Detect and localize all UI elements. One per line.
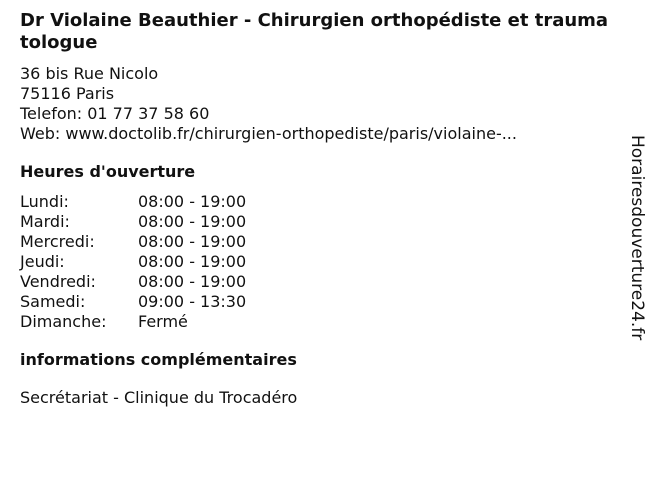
- hours-row: [20, 272, 246, 292]
- page-title: Dr Violaine Beauthier - Chirurgien orthopédiste et traumatologue: [20, 10, 609, 53]
- side-brand-label: Horairesdouverture24.fr: [627, 135, 647, 341]
- website-link[interactable]: Web: www.doctolib.fr/chirurgien-orthopediste/paris/violaine-...: [20, 124, 517, 143]
- street-address: 36 bis Rue Nicolo: [20, 64, 159, 83]
- hours-row: [20, 312, 246, 332]
- time-value: 09:00 - 13:30: [138, 292, 247, 311]
- day-label: Vendredi:: [20, 272, 96, 291]
- day-label: Mardi:: [20, 212, 70, 231]
- day-label: Mercredi:: [20, 232, 95, 251]
- day-label: Dimanche:: [20, 312, 107, 331]
- day-label: Lundi:: [20, 192, 69, 211]
- day-label: Samedi:: [20, 292, 86, 311]
- time-value: Fermé: [138, 312, 188, 331]
- address-block: [20, 64, 610, 144]
- opening-hours-table: [20, 192, 246, 332]
- info-heading: informations complémentaires: [20, 350, 297, 369]
- hours-row: [20, 232, 246, 252]
- time-value: 08:00 - 19:00: [138, 212, 247, 231]
- hours-row: [20, 212, 246, 232]
- time-value: 08:00 - 19:00: [138, 272, 247, 291]
- hours-row: [20, 292, 246, 312]
- day-label: Jeudi:: [20, 252, 65, 271]
- city-address: 75116 Paris: [20, 84, 115, 103]
- hours-row: [20, 252, 246, 272]
- hours-row: [20, 192, 246, 212]
- time-value: 08:00 - 19:00: [138, 232, 247, 251]
- time-value: 08:00 - 19:00: [138, 252, 247, 271]
- hours-heading: Heures d'ouverture: [20, 162, 196, 181]
- info-text: Secrétariat - Clinique du Trocadéro: [20, 388, 298, 407]
- listing-card: [20, 10, 610, 408]
- phone-number[interactable]: Telefon: 01 77 37 58 60: [20, 104, 210, 123]
- time-value: 08:00 - 19:00: [138, 192, 247, 211]
